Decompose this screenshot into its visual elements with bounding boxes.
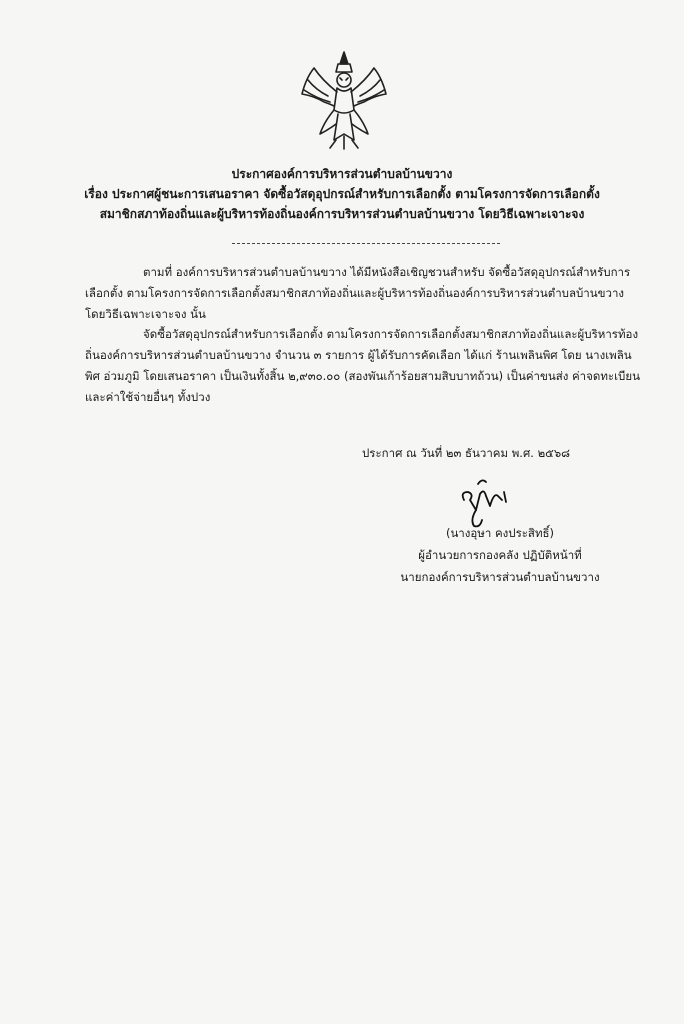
body-paragraph-2: จัดซื้อวัสดุอุปกรณ์สำหรับการเลือกตั้ง ตามโครงการจัดการเลือกตั้งสมาชิกสภาท้องถิ่นและผู้บริหารท้องถิ่นองค์การบริหารส่วนตำบลบ้านขวาง จำนวน ๓ รายการ ผู้ได้รับการคัดเลือก ได้แก่ ร้านเพลินพิศ โดย นางเพลินพิศ อ่วมภูมิ โดยเสนอราคา เป็นเงินทั้งสิ้น ๒,๙๓๐.๐๐ (สองพันเก้าร้อยสามสิบบาทถ้วน) เป็นค่าขนส่ง ค่าจดทะเบียน และค่าใช้จ่ายอื่นๆ ทั้งปวง xyxy=(85,327,640,404)
announcement-org-title: ประกาศองค์การบริหารส่วนตำบลบ้านขวาง xyxy=(231,167,453,181)
announcement-subject-continued: สมาชิกสภาท้องถิ่นและผู้บริหารท้องถิ่นองค์การบริหารส่วนตำบลบ้านขวาง โดยวิธีเฉพาะเจาะจง xyxy=(99,207,585,221)
garuda-emblem-icon xyxy=(294,50,394,152)
announcement-subject: เรื่อง ประกาศผู้ชนะการเสนอราคา จัดซื้อวัสดุอุปกรณ์สำหรับการเลือกตั้ง ตามโครงการจัดการเลือกตั้ง xyxy=(84,187,600,201)
handwritten-signature xyxy=(450,470,530,528)
signer-name: (นางอุษา คงประสิทธิ์) xyxy=(445,526,555,540)
signer-position: ผู้อำนวยการกองคลัง ปฏิบัติหน้าที่ xyxy=(418,548,582,562)
signer-office: นายกองค์การบริหารส่วนตำบลบ้านขวาง xyxy=(400,570,600,584)
body-paragraph-1: ตามที่ องค์การบริหารส่วนตำบลบ้านขวาง ได้มีหนังสือเชิญชวนสำหรับ จัดซื้อวัสดุอุปกรณ์สำหรับการเลือกตั้ง ตามโครงการจัดการเลือกตั้งสมาชิกสภาท้องถิ่นและผู้บริหารท้องถิ่นองค์การบริหารส่วนตำบลบ้านขวาง โดยวิธีเฉพาะเจาะจง นั้น xyxy=(85,265,631,321)
heading-divider xyxy=(232,243,500,244)
announcement-date: ประกาศ ณ วันที่ ๒๓ ธันวาคม พ.ศ. ๒๕๖๘ xyxy=(362,446,571,460)
